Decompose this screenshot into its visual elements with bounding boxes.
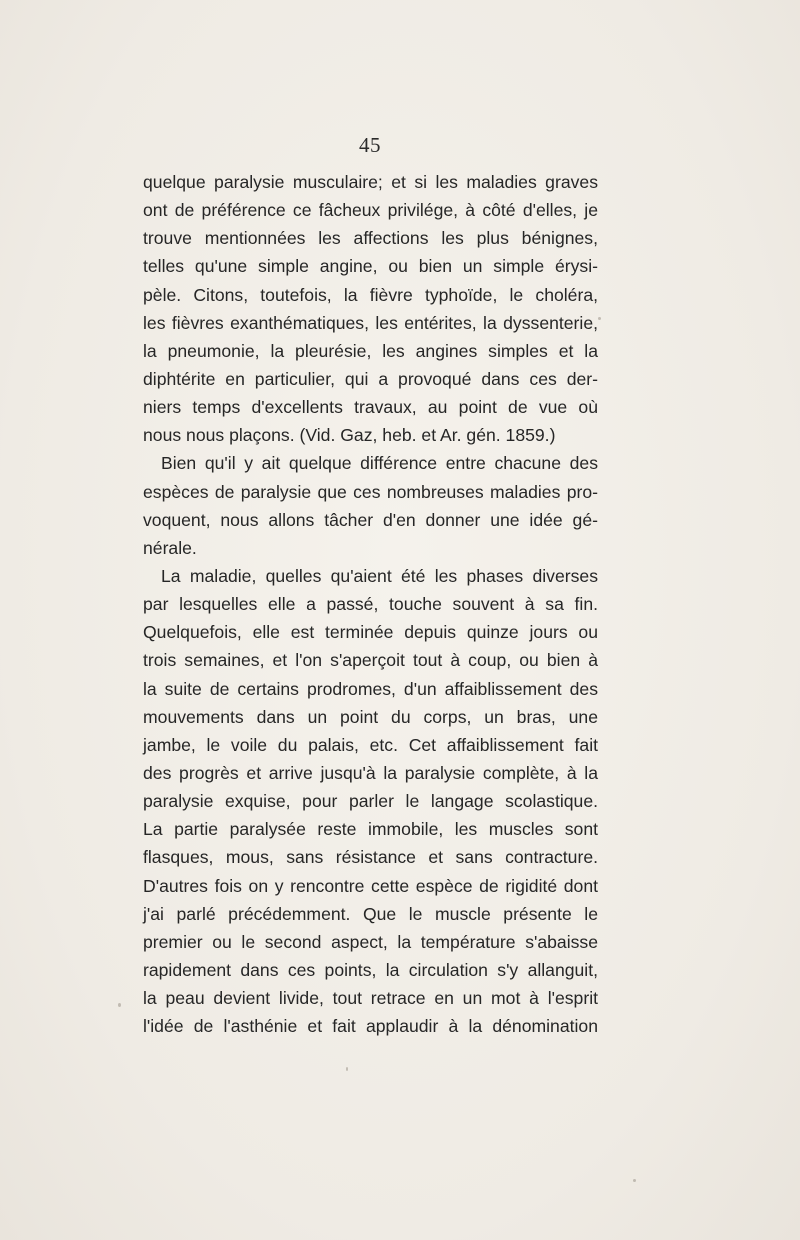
text-line: La partie paralysée reste immobile, les muscles sont <box>143 819 598 840</box>
text-line: la suite de certains prodromes, d'un affaiblissement des <box>143 678 598 699</box>
text-line: la peau devient livide, tout retrace en un mot à l'esprit <box>143 988 598 1009</box>
text-line: mouvements dans un point du corps, un bras, une <box>143 706 598 727</box>
text-line: paralysie exquise, pour parler le langage scolastique. <box>143 791 598 812</box>
text-line: nérale. <box>143 537 197 558</box>
text-line: par lesquelles elle a passé, touche souvent à sa fin. <box>143 594 598 615</box>
text-line: Quelquefois, elle est terminée depuis quinze jours ou <box>143 622 598 643</box>
text-line: La maladie, quelles qu'aient été les phases diverses <box>161 565 598 586</box>
text-line: telles qu'une simple angine, ou bien un simple érysi- <box>143 256 598 277</box>
paper-speck <box>633 1179 636 1182</box>
text-line: j'ai parlé précédemment. Que le muscle présente le <box>143 903 598 924</box>
text-line: nous nous plaçons. (Vid. Gaz, heb. et Ar. gén. 1859.) <box>143 425 556 446</box>
text-line: quelque paralysie musculaire; et si les maladies graves <box>143 172 598 192</box>
text-line: l'idée de l'asthénie et fait applaudir à la dénomination <box>143 1016 598 1037</box>
text-line: jambe, le voile du palais, etc. Cet affaiblissement fait <box>143 734 598 755</box>
page-number: 45 <box>359 133 381 157</box>
text-line: premier ou le second aspect, la température s'abaisse <box>143 931 598 952</box>
paper-speck <box>346 1067 348 1071</box>
text-line: ont de préférence ce fâcheux privilége, à côté d'elles, je <box>143 200 598 221</box>
text-line: espèces de paralysie que ces nombreuses maladies pro- <box>143 481 598 502</box>
text-line: la pneumonie, la pleurésie, les angines simples et la <box>143 340 598 361</box>
paper-speck <box>118 1003 121 1007</box>
text-line: voquent, nous allons tâcher d'en donner une idée gé- <box>143 509 598 530</box>
text-line: flasques, mous, sans résistance et sans contracture. <box>143 847 598 868</box>
text-line: niers temps d'excellents travaux, au point de vue où <box>143 397 598 418</box>
text-line: trouve mentionnées les affections les plus bénignes, <box>143 228 598 249</box>
text-line: des progrès et arrive jusqu'à la paralysie complète, à la <box>143 762 598 783</box>
text-line: D'autres fois on y rencontre cette espèce de rigidité dont <box>143 875 598 896</box>
text-line: trois semaines, et l'on s'aperçoit tout à coup, ou bien à <box>143 650 598 671</box>
text-line: pèle. Citons, toutefois, la fièvre typhoïde, le choléra, <box>143 284 598 305</box>
text-line: Bien qu'il y ait quelque différence entre chacune des <box>161 453 598 474</box>
body-text <box>143 168 598 1040</box>
paper-speck <box>598 317 601 320</box>
text-line: rapidement dans ces points, la circulation s'y allanguit, <box>143 959 598 980</box>
text-line: diphtérite en particulier, qui a provoqué dans ces der- <box>143 368 598 389</box>
text-line: les fièvres exanthématiques, les entérites, la dyssenterie, <box>143 312 598 333</box>
